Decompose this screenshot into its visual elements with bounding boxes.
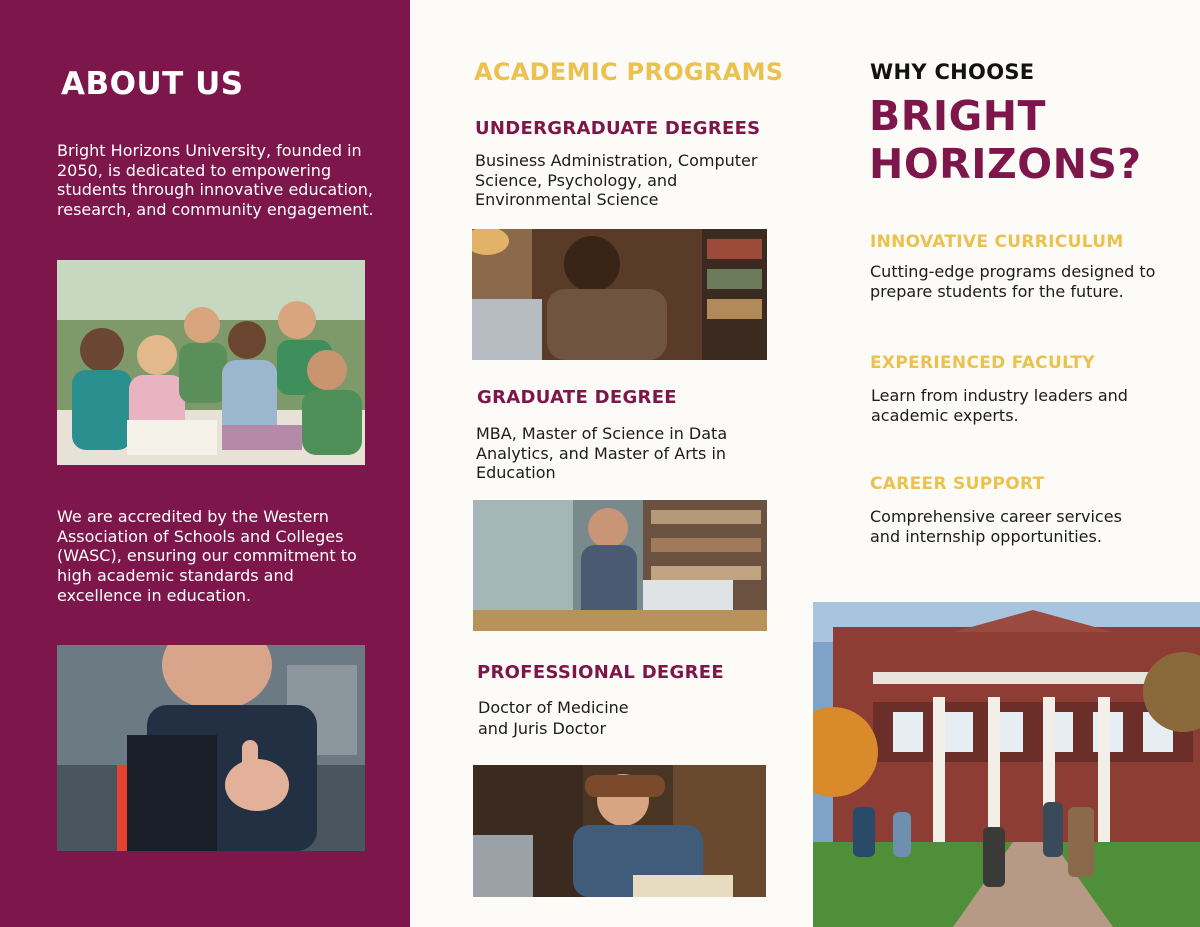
student-thumbs-up-photo [57,645,365,851]
career-support-text: Comprehensive career services and internship opportunities. [870,507,1122,546]
professional-text-line-1: Doctor of Medicine [478,698,629,717]
experienced-faculty-title: EXPERIENCED FACULTY [870,353,1095,373]
about-panel [0,0,410,927]
student-writing-photo [473,765,766,897]
graduate-title: GRADUATE DEGREE [477,387,677,408]
career-support-title: CAREER SUPPORT [870,474,1045,494]
professional-text [478,697,738,739]
about-heading: ABOUT US [61,66,244,102]
academic-programs-heading: ACADEMIC PROGRAMS [474,58,784,86]
bright-horizons-title-line-2: HORIZONS? [869,140,1142,188]
accreditation-text: We are accredited by the Western Association of Schools and Colleges (WASC), ensuring our commitment to high academic standards and excellence in education. [57,507,357,605]
innovative-curriculum-text: Cutting-edge programs designed to prepare students for the future. [870,262,1156,301]
professional-text-line-2: and Juris Doctor [478,719,607,738]
student-headphones-photo [473,500,767,631]
student-laptop-photo [472,229,767,360]
about-intro-text: Bright Horizons University, founded in 2050, is dedicated to empowering students through innovative education, research, and community engagement. [57,141,374,220]
professional-title: PROFESSIONAL DEGREE [477,662,724,683]
why-choose-kicker: WHY CHOOSE [870,60,1035,84]
experienced-faculty-text: Learn from industry leaders and academic experts. [871,386,1128,425]
students-group-photo [57,260,365,465]
bright-horizons-title-line-1: BRIGHT [869,92,1047,140]
undergraduate-text: Business Administration, Computer Science, Psychology, and Environmental Science [475,151,758,210]
bright-horizons-title [869,92,1189,188]
graduate-text: MBA, Master of Science in Data Analytics, and Master of Arts in Education [476,424,728,483]
innovative-curriculum-title: INNOVATIVE CURRICULUM [870,232,1124,252]
undergraduate-title: UNDERGRADUATE DEGREES [475,118,761,139]
campus-building-photo [813,602,1200,927]
